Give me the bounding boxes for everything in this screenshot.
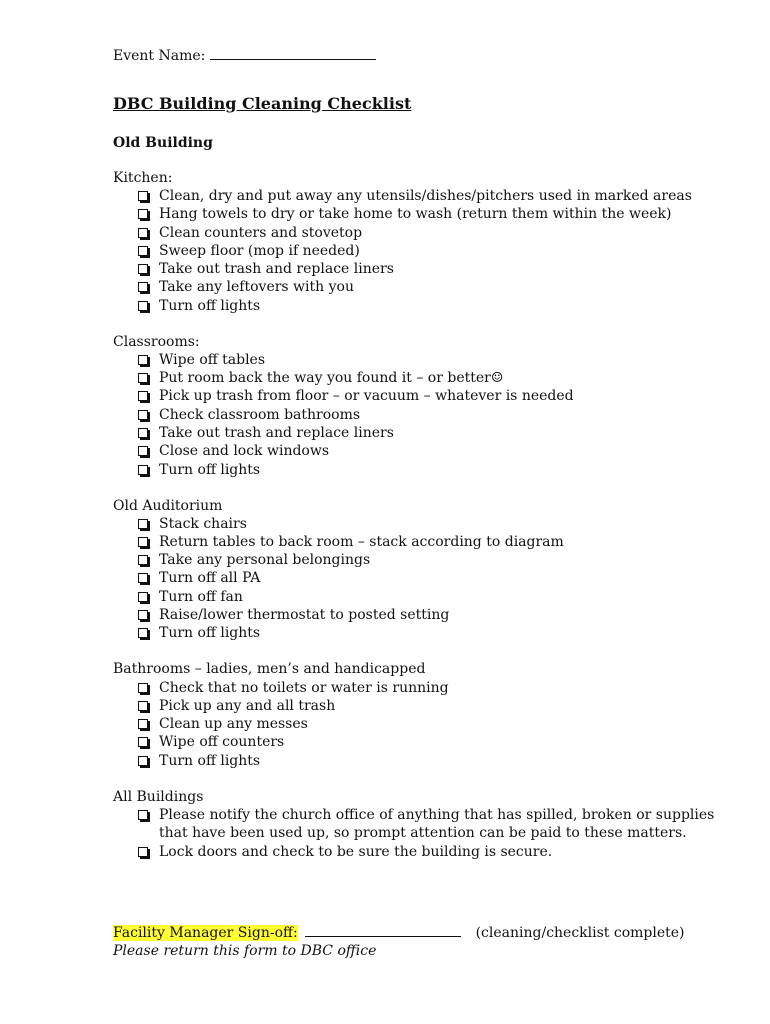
section-heading-all-buildings: All Buildings <box>113 789 204 805</box>
section-heading-classrooms: Classrooms: <box>113 334 200 350</box>
checkbox-icon[interactable] <box>138 810 148 820</box>
section-heading-kitchen: Kitchen: <box>113 170 173 186</box>
checkbox-icon[interactable] <box>138 847 148 857</box>
checkbox-icon[interactable] <box>138 555 148 565</box>
return-note: Please return this form to DBC office <box>113 943 377 959</box>
checkbox-icon[interactable] <box>138 610 148 620</box>
checkbox-icon[interactable] <box>138 537 148 547</box>
checkbox-icon[interactable] <box>138 391 148 401</box>
document-page: Event Name: DBC Building Cleaning Checklist Old Building Kitchen: Clean, dry and put away any utensils/dishes/pitchers used in marked areas Hang towels to dry or take home to wash (return them within the week) Clean counters and stovetop Sweep floor (mop if needed) Take out trash and replace liners Take any leftovers with you Turn off lights Classrooms: Wipe off tables Put room back the way you found it – or better☺ Pick up trash from floor – or vacuum – whatever is needed Check classroom bathrooms Take out trash and replace liners Close and lock windows Turn off lights Old Auditorium Stack chairs Return tables to back room – stack according to diagram Take any personal belongings Turn off all PA Turn off fan Raise/lower thermostat to posted setting Turn off lights Bathrooms – ladies, men’s and handicapped Check that no toilets or water is running Pick up any and all trash Clean up any messes Wipe off counters Turn off lights All Buildings Please notify the church office of anything that has spilled, broken or supplies that have been used up, so prompt attention can be paid to these matters. Lock doors and check to be sure the building is secure. Facility Manager Sign-off: (cleaning/checklist complete) Please return this form to DBC office <box>113 48 715 959</box>
checkbox-icon[interactable] <box>138 209 148 219</box>
checkbox-icon[interactable] <box>138 301 148 311</box>
document-title: DBC Building Cleaning Checklist <box>113 94 412 113</box>
checkbox-icon[interactable] <box>138 592 148 602</box>
checkbox-icon[interactable] <box>138 756 148 766</box>
section-subtitle: Old Building <box>113 135 213 151</box>
checkbox-icon[interactable] <box>138 373 148 383</box>
checkbox-icon[interactable] <box>138 628 148 638</box>
event-name-blank[interactable] <box>210 47 376 60</box>
signoff-note: (cleaning/checklist complete) <box>475 925 685 941</box>
checkbox-icon[interactable] <box>138 246 148 256</box>
checkbox-icon[interactable] <box>138 446 148 456</box>
checkbox-icon[interactable] <box>138 719 148 729</box>
section-heading-bathrooms: Bathrooms – ladies, men’s and handicapped <box>113 661 426 677</box>
checkbox-icon[interactable] <box>138 191 148 201</box>
signoff-row <box>113 924 685 942</box>
checkbox-icon[interactable] <box>138 683 148 693</box>
checkbox-icon[interactable] <box>138 282 148 292</box>
signoff-blank[interactable] <box>305 924 461 937</box>
checkbox-icon[interactable] <box>138 737 148 747</box>
checkbox-icon[interactable] <box>138 410 148 420</box>
checkbox-icon[interactable] <box>138 264 148 274</box>
section-heading-auditorium: Old Auditorium <box>113 498 223 514</box>
checkbox-icon[interactable] <box>138 465 148 475</box>
signoff-label: Facility Manager Sign-off: <box>113 925 298 941</box>
checkbox-icon[interactable] <box>138 228 148 238</box>
event-name-label: Event Name: <box>113 48 206 64</box>
checkbox-icon[interactable] <box>138 519 148 529</box>
event-name-row <box>113 47 376 65</box>
checkbox-icon[interactable] <box>138 355 148 365</box>
checkbox-icon[interactable] <box>138 428 148 438</box>
checkbox-icon[interactable] <box>138 573 148 583</box>
checkbox-icon[interactable] <box>138 701 148 711</box>
